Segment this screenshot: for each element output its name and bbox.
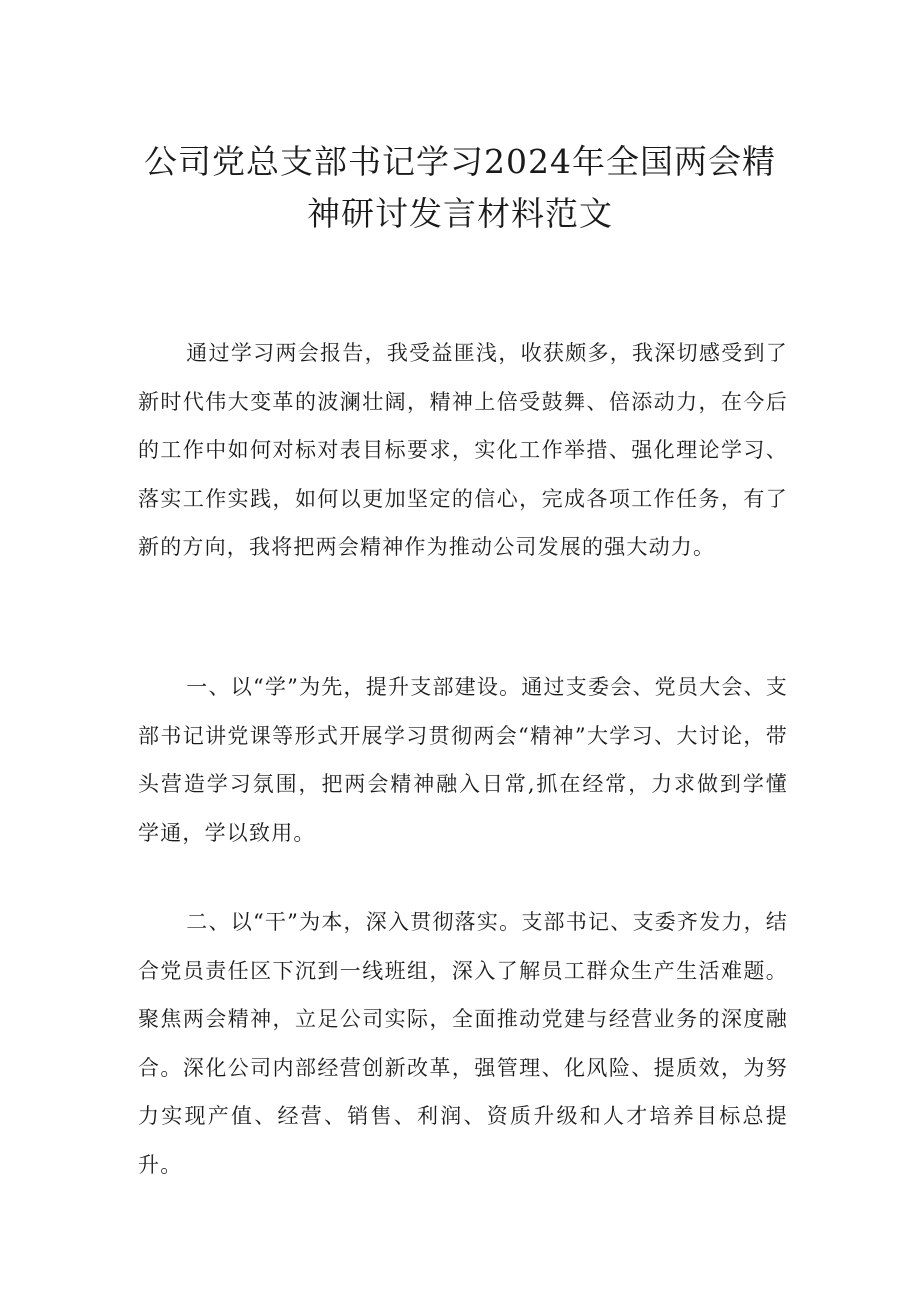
paragraph-section-1: 一、以“学”为先，提升支部建设。通过支委会、党员大会、支部书记讲党课等形式开展学习贯彻两会“精神”大学习、大讨论，带头营造学习氛围，把两会精神融入日常,抓在经常，力求做到学懂学通，学以致用。 <box>138 675 788 845</box>
title-line-2: 神研讨发言材料范文 <box>307 194 613 233</box>
document-title <box>120 136 800 240</box>
paragraph-section-2: 二、以“干”为本，深入贯彻落实。支部书记、支委齐发力，结合党员责任区下沉到一线班组，深入了解员工群众生产生活难题。聚焦两会精神，立足公司实际，全面推动党建与经营业务的深度融合。深化公司内部经营创新改革，强管理、化风险、提质效，为努力实现产值、经营、销售、利润、资质升级和人才培养目标总提升。 <box>138 910 788 1177</box>
paragraph-intro: 通过学习两会报告，我受益匪浅，收获颇多，我深切感受到了新时代伟大变革的波澜壮阔，精神上倍受鼓舞、倍添动力，在今后的工作中如何对标对表目标要求，实化工作举措、强化理论学习、落实工作实践，如何以更加坚定的信心，完成各项工作任务，有了新的方向，我将把两会精神作为推动公司发展的强大动力。 <box>138 341 788 560</box>
title-line-1: 公司党总支部书记学习2024年全国两会精 <box>144 142 776 181</box>
